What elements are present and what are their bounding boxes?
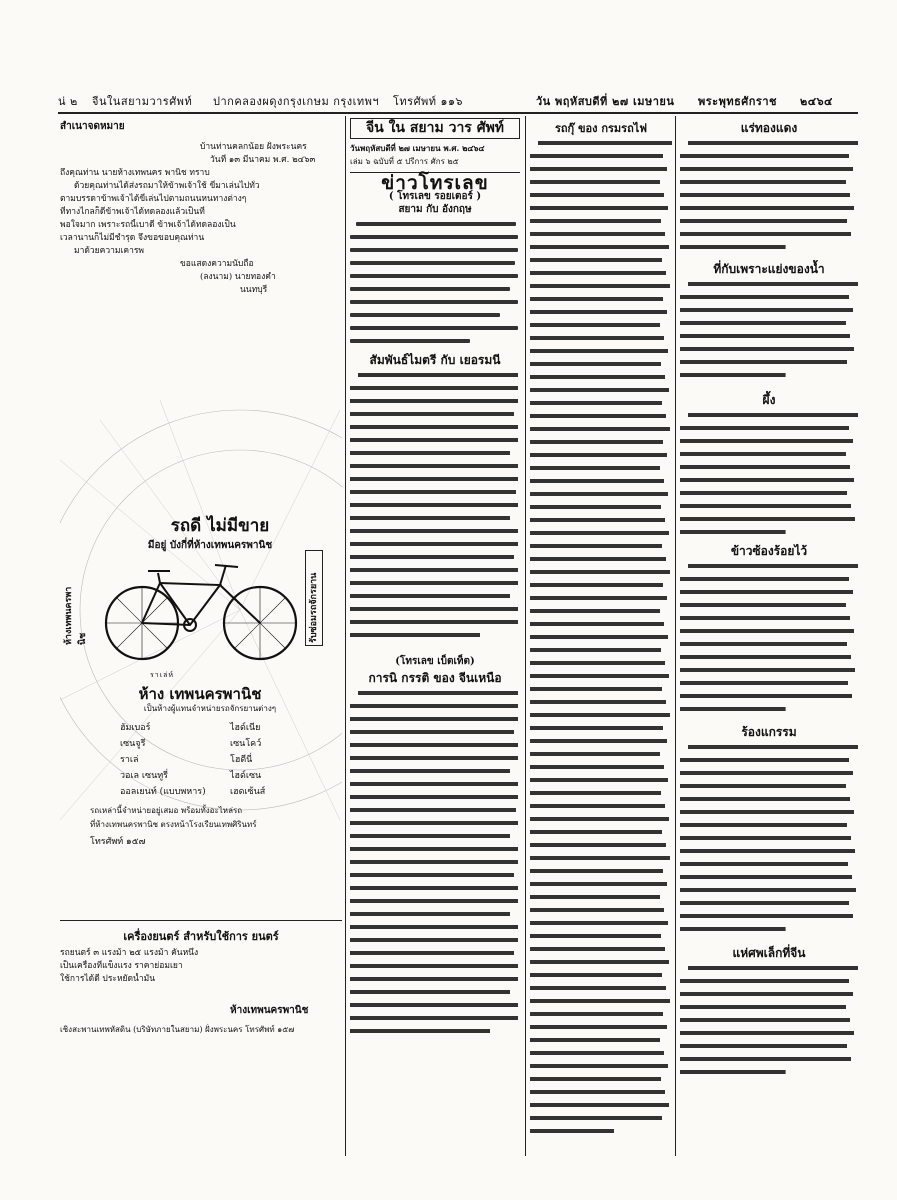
model-name: ไฮด์เซน — [230, 771, 262, 781]
text-line-placeholder — [680, 154, 849, 158]
text-line-placeholder — [530, 986, 666, 990]
text-line-placeholder — [688, 282, 858, 286]
text-line-placeholder — [530, 1129, 614, 1133]
copper-ore-text — [680, 139, 858, 259]
text-line-placeholder — [530, 882, 667, 886]
text-line-placeholder — [530, 635, 668, 639]
header-rule — [58, 112, 858, 114]
text-line-placeholder — [688, 745, 858, 749]
model-name: เซนโคว์ — [230, 739, 262, 749]
text-line-placeholder — [680, 577, 849, 581]
text-line-placeholder — [680, 681, 848, 685]
text-line-placeholder — [680, 373, 786, 377]
model-name: ราเล่ — [120, 755, 139, 765]
text-line-placeholder — [688, 141, 858, 145]
era-label: พระพุทธศักราช — [698, 95, 777, 108]
column-rule-1 — [345, 116, 346, 1156]
text-line-placeholder — [680, 836, 851, 840]
text-line-placeholder — [680, 875, 852, 879]
text-line-placeholder — [530, 921, 668, 925]
text-line-placeholder — [530, 973, 662, 977]
text-line-placeholder — [530, 934, 661, 938]
water-dispute-text — [680, 280, 858, 390]
text-line-placeholder — [680, 360, 847, 364]
machine-ad-line: เป็นเครื่องที่แข็งแรง ราคาย่อมเยา — [60, 961, 183, 971]
news-subtitle-2: สยาม กับ อังกฤษ — [398, 204, 472, 215]
text-line-placeholder — [530, 609, 660, 613]
ad-headline: รถดี ไม่มีขาย — [170, 516, 270, 536]
text-line-placeholder — [680, 849, 855, 853]
news-title: ข่าวโทรเลข — [381, 172, 489, 194]
text-line-placeholder — [530, 232, 665, 236]
ad-models-left — [120, 720, 206, 800]
text-line-placeholder — [680, 167, 853, 171]
text-line-placeholder — [530, 570, 670, 574]
text-line-placeholder — [680, 901, 849, 905]
text-line-placeholder — [680, 888, 856, 892]
text-line-placeholder — [530, 648, 661, 652]
text-line-placeholder — [530, 869, 663, 873]
text-line-placeholder — [530, 1025, 667, 1029]
page-number: น่ ๒ — [58, 95, 78, 108]
text-line-placeholder — [680, 232, 851, 236]
text-line-placeholder — [530, 453, 667, 457]
text-line-placeholder — [680, 439, 853, 443]
text-line-placeholder — [680, 797, 850, 801]
text-line-placeholder — [530, 518, 665, 522]
text-line-placeholder — [530, 726, 663, 730]
text-line-placeholder — [680, 1005, 846, 1009]
text-line-placeholder — [530, 557, 666, 561]
model-name: ออลเยนท์ (แบบพหาร) — [120, 787, 206, 797]
text-line-placeholder — [680, 452, 846, 456]
germany-text-block — [350, 371, 520, 651]
column-3 — [530, 118, 672, 1149]
text-line-placeholder — [680, 810, 854, 814]
text-line-placeholder — [680, 1070, 786, 1074]
letter-line: (ลงนาม) นายทองคำ — [200, 272, 276, 282]
ad-subheadline: มีอยู่ บังกี่ที่ห้างเทพนครพานิช — [147, 540, 273, 551]
letter-line: ที่ทางไกลก็ดีข้าพเจ้าได้ทดลองแล้วเป็นที่ — [60, 207, 205, 217]
text-line-placeholder — [530, 206, 668, 210]
text-line-placeholder — [680, 1018, 850, 1022]
text-line-placeholder — [680, 1057, 851, 1061]
text-line-placeholder — [530, 1090, 665, 1094]
rice-text — [680, 562, 858, 722]
text-line-placeholder — [680, 784, 846, 788]
text-line-placeholder — [530, 427, 670, 431]
text-line-placeholder — [530, 414, 666, 418]
ad-shop-name: ห้าง เทพนครพานิช — [138, 685, 262, 703]
text-line-placeholder — [680, 758, 849, 762]
text-line-placeholder — [530, 245, 669, 249]
text-line-placeholder — [530, 479, 664, 483]
machine-ad-signature: ห้างเทพนครพานิช — [230, 1005, 309, 1016]
text-line-placeholder — [680, 1044, 847, 1048]
text-line-placeholder — [530, 661, 665, 665]
funeral-text — [680, 964, 858, 1084]
text-line-placeholder — [688, 413, 858, 417]
letter-line: ขอแสดงความนับถือ — [180, 259, 254, 269]
text-line-placeholder — [530, 739, 667, 743]
text-line-placeholder — [680, 979, 849, 983]
text-line-placeholder — [530, 310, 667, 314]
masthead-box — [350, 118, 520, 139]
text-line-placeholder — [530, 1103, 669, 1107]
text-line-placeholder — [530, 1038, 660, 1042]
paper-phone: โทรศัพท์ ๑๑๖ — [393, 95, 463, 108]
text-line-placeholder — [680, 603, 846, 607]
text-line-placeholder — [530, 778, 668, 782]
letter-line: มาด้วยความเคารพ — [74, 246, 145, 256]
text-line-placeholder — [530, 440, 663, 444]
text-line-placeholder — [680, 707, 786, 711]
text-line-placeholder — [530, 388, 669, 392]
text-line-placeholder — [530, 401, 662, 405]
text-line-placeholder — [530, 752, 660, 756]
north-china-text-block — [350, 689, 520, 1049]
text-line-placeholder — [680, 590, 853, 594]
paper-address: ปากคลองผดุงกรุงเกษม กรุงเทพฯ — [213, 95, 380, 108]
text-line-placeholder — [530, 1064, 668, 1068]
letter-line: ตามบรรดาข้าพเจ้าได้ขี่เล่นไปตามถนนหนทางต่างๆ — [60, 194, 247, 204]
issue-line-1: วันพฤหัสบดีที่ ๒๗ เมษายน พ.ศ. ๒๔๖๔ — [350, 143, 485, 153]
model-name: เฮดเซ้นส์ — [230, 787, 266, 797]
bee-text — [680, 411, 858, 541]
text-line-placeholder — [530, 193, 664, 197]
ad-right-vertical: รับซ่อมรถจักรยาน — [305, 550, 323, 646]
text-line-placeholder — [530, 219, 661, 223]
text-line-placeholder — [530, 596, 667, 600]
model-name: เซนจูรี — [120, 739, 146, 749]
text-line-placeholder — [530, 297, 663, 301]
text-line-placeholder — [680, 491, 847, 495]
text-line-placeholder — [530, 687, 662, 691]
issue-year: ๒๔๖๔ — [800, 95, 833, 108]
paper-name: จีนในสยามวารศัพท์ — [92, 95, 193, 108]
bee-title: ผึ้ง — [762, 393, 776, 407]
text-line-placeholder — [530, 544, 662, 548]
text-line-placeholder — [530, 622, 664, 626]
text-line-placeholder — [530, 167, 667, 171]
letter-line: บ้านท่านคลกน้อย ฝั่งพระนคร — [200, 142, 307, 152]
machine-ad-line: ใช้การได้ดี ประหยัดน้ำมัน — [60, 974, 156, 984]
ad-bottom-rule — [60, 920, 342, 921]
text-line-placeholder — [530, 349, 668, 353]
news-text-block — [350, 220, 520, 350]
text-line-placeholder — [680, 823, 847, 827]
text-line-placeholder — [680, 219, 847, 223]
text-line-placeholder — [680, 914, 853, 918]
text-line-placeholder — [530, 765, 664, 769]
text-line-placeholder — [530, 908, 664, 912]
letter-label: สำเนาจดหมาย — [60, 121, 125, 132]
text-line-placeholder — [680, 206, 854, 210]
model-name: โฮดีนี่ — [230, 755, 253, 765]
ad-detail: เป็นห้างผู้แทนจำหน่ายรถจักรยานต่างๆ — [143, 704, 277, 713]
text-line-placeholder — [530, 856, 670, 860]
ad-models-right — [230, 720, 265, 800]
text-line-placeholder — [530, 154, 663, 158]
text-line-placeholder — [688, 966, 858, 970]
railway-title: รถกุ๊ ของ กรมรถไฟ — [554, 122, 648, 135]
column-4 — [680, 118, 858, 1084]
karma-text — [680, 743, 858, 943]
text-line-placeholder — [530, 843, 666, 847]
text-line-placeholder — [530, 505, 661, 509]
ad-left-vertical: ห้างเทพนครพานิช — [64, 586, 88, 645]
text-line-placeholder — [530, 830, 662, 834]
page-header — [58, 86, 858, 108]
letter-line: ด้วยคุณท่านได้ส่งรถมาให้ข้าพเจ้าใช้ ขี่มาเล่นไปทั่ว — [74, 181, 260, 191]
machine-ad-contact: เชิงสะพานเทพหัสดิน (บริษัทภายในสยาม) ฝั่งพระนคร โทรศัพท์ ๑๕๗ — [60, 1025, 295, 1034]
text-line-placeholder — [538, 141, 672, 145]
text-line-placeholder — [530, 713, 670, 717]
text-line-placeholder — [680, 478, 854, 482]
text-line-placeholder — [680, 334, 850, 338]
text-line-placeholder — [530, 1051, 664, 1055]
text-line-placeholder — [680, 655, 851, 659]
letter-column — [60, 120, 340, 297]
rice-title: ข้าวซ้องร้อยไว้ — [730, 544, 808, 558]
bicycle-illustration — [100, 555, 300, 665]
machine-ad-line: รถยนตร์ ๓ แรงม้า ๒๕ แรงม้า คันหนึ่ง — [60, 948, 199, 958]
masthead-title: จีน ใน สยาม วาร ศัพท์ — [365, 120, 505, 136]
text-line-placeholder — [680, 180, 846, 184]
text-line-placeholder — [530, 583, 663, 587]
text-line-placeholder — [530, 947, 665, 951]
letter-line: พอใจมาก เพราะรถนี้เบาดี ข้าพเจ้าได้ทดลองเป็น — [60, 220, 236, 230]
karma-title: ร้องแกรรม — [741, 725, 797, 739]
bicycle-advertisement — [60, 400, 342, 920]
ad-brand-small: ราเล่ห์ — [150, 671, 174, 679]
text-line-placeholder — [530, 1012, 663, 1016]
section-title-north-china: การนิ กรรติ ของ จีนเหนือ — [368, 671, 502, 685]
text-line-placeholder — [530, 960, 669, 964]
text-line-placeholder — [680, 193, 850, 197]
text-line-placeholder — [530, 258, 662, 262]
text-line-placeholder — [680, 465, 850, 469]
text-line-placeholder — [680, 668, 855, 672]
text-line-placeholder — [680, 308, 853, 312]
text-line-placeholder — [680, 517, 855, 521]
news-subtitle-1: ( โทรเลข รอยเตอร์ ) — [388, 191, 482, 202]
text-line-placeholder — [530, 466, 660, 470]
text-line-placeholder — [530, 336, 664, 340]
text-line-placeholder — [530, 791, 661, 795]
water-dispute-title: ที่กับเพราะแย่งของน้ำ — [713, 262, 825, 276]
text-line-placeholder — [680, 629, 854, 633]
text-line-placeholder — [530, 362, 661, 366]
text-line-placeholder — [530, 271, 666, 275]
section-3-head: (โทรเลข เบ็ตเท็ต) — [395, 656, 475, 667]
model-name: ฮัมเบอร์ — [120, 723, 151, 733]
text-line-placeholder — [530, 531, 669, 535]
letter-line: นนทบุรี — [240, 285, 268, 295]
text-line-placeholder — [680, 347, 854, 351]
text-line-placeholder — [530, 180, 660, 184]
text-line-placeholder — [680, 1031, 854, 1035]
section-title-germany: สัมพันธ์ไมตรี กับ เยอรมนี — [369, 353, 501, 367]
text-line-placeholder — [530, 284, 670, 288]
letter-line: ถึงคุณท่าน นายห้างเทพนคร พานิช ทราบ — [60, 168, 210, 178]
text-line-placeholder — [530, 492, 668, 496]
issue-date: วัน พฤหัสบดีที่ ๒๗ เมษายน — [536, 95, 675, 108]
text-line-placeholder — [680, 426, 849, 430]
text-line-placeholder — [680, 771, 853, 775]
text-line-placeholder — [530, 817, 669, 821]
text-line-placeholder — [530, 323, 660, 327]
text-line-placeholder — [680, 321, 846, 325]
railway-text-block — [530, 139, 672, 1149]
text-line-placeholder — [680, 504, 851, 508]
column-2 — [350, 118, 520, 1049]
text-line-placeholder — [688, 564, 858, 568]
ad-footer-2: ที่ห้างเทพนครพานิช ตรงหน้าโรงเรียนเทพศิรินทร์ — [90, 820, 257, 829]
text-line-placeholder — [680, 862, 848, 866]
model-name: ไฮด์เนีย — [230, 723, 261, 733]
text-line-placeholder — [680, 992, 853, 996]
text-line-placeholder — [680, 642, 847, 646]
text-line-placeholder — [680, 694, 852, 698]
issue-line-2: เล่ม ๖ ฉบับที่ ๕ ปรีการ ศักร ๒๕ — [350, 157, 459, 166]
text-line-placeholder — [680, 245, 786, 249]
text-line-placeholder — [680, 530, 786, 534]
funeral-title: แห่ศพเล็กที่จีน — [732, 946, 806, 960]
text-line-placeholder — [530, 1116, 662, 1120]
ad-footer-1: รถเหล่านี้จำหน่ายอยู่เสมอ พร้อมทั้งอะไหล่รถ — [90, 806, 243, 815]
text-line-placeholder — [530, 804, 665, 808]
text-line-placeholder — [530, 999, 670, 1003]
column-rule-3 — [675, 116, 676, 1156]
ad-phone: โทรศัพท์ ๑๕๗ — [90, 837, 146, 847]
text-line-placeholder — [680, 616, 850, 620]
text-line-placeholder — [680, 295, 849, 299]
machine-advertisement — [60, 930, 342, 1036]
text-line-placeholder — [530, 700, 666, 704]
letter-line: เวลานานก็ไม่มีชำรุด จึงขอขอบคุณท่าน — [60, 233, 205, 243]
text-line-placeholder — [530, 375, 665, 379]
text-line-placeholder — [680, 927, 786, 931]
column-rule-2 — [525, 116, 526, 1156]
letter-line: วันที่ ๑๓ มีนาคม พ.ศ. ๒๔๖๓ — [210, 155, 316, 165]
text-line-placeholder — [530, 674, 669, 678]
machine-ad-title: เครื่องยนตร์ สำหรับใช้การ ยนตร์ — [123, 930, 279, 943]
text-line-placeholder — [530, 895, 660, 899]
model-name: วอเล เซนทูรี่ — [120, 771, 169, 781]
copper-ore-title: แร่ทองแดง — [740, 121, 798, 135]
text-line-placeholder — [530, 1077, 661, 1081]
